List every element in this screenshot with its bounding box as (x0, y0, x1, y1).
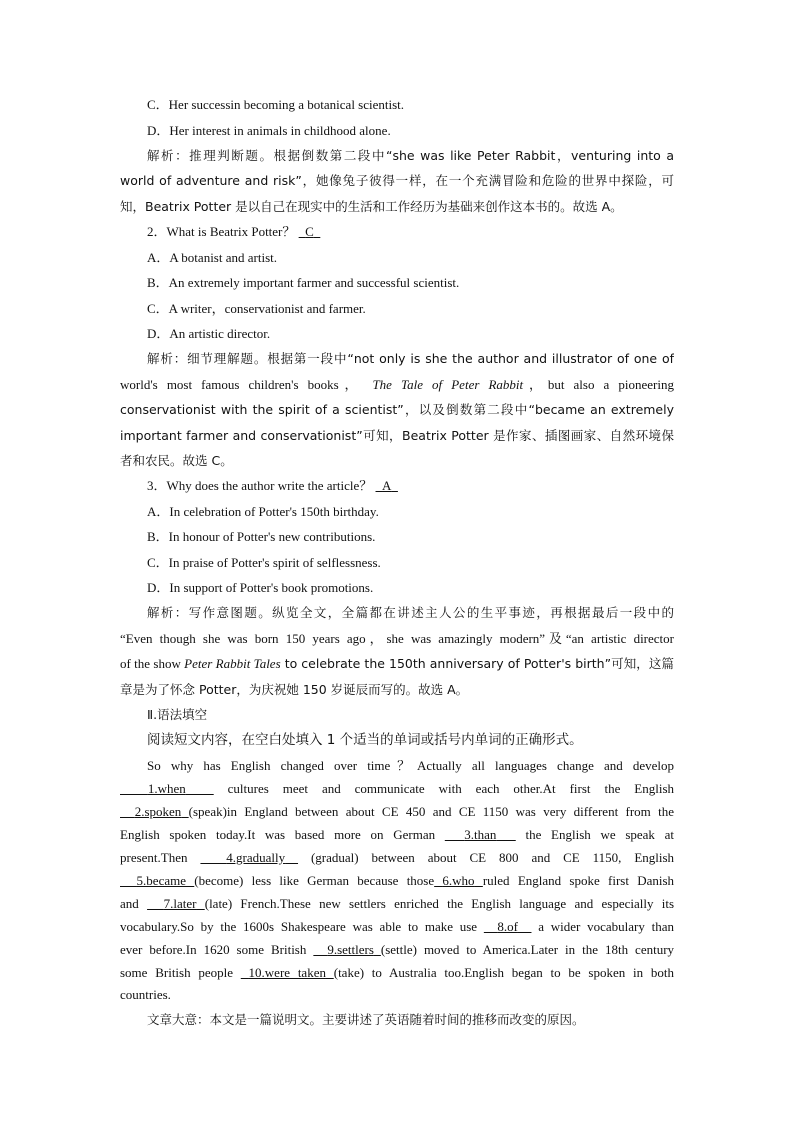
passage-line10 (120, 964, 674, 982)
section-instruction: 阅读短文内容，在空白处填入 1 个适当的单词或括号内单词的正确形式。 (147, 732, 583, 748)
passage-line10-text-c: (take) to Australia too.English began to be spoken in both (333, 965, 674, 980)
passage-line4-text-a: English spoken today.It was based more on German (120, 827, 436, 842)
passage-line5 (120, 849, 674, 867)
q2-explanation-line2 (120, 376, 674, 394)
blank-3 (445, 827, 516, 842)
passage-line1: So why has English changed over time？Actually all languages change and develop (147, 758, 674, 773)
blank-10-answer: 10.were taken (248, 965, 326, 980)
passage-line8 (120, 918, 674, 936)
q3-explanation-line4: 章是为了怀念 Potter，为庆祝她 150 岁诞辰而写的。故选 A。 (120, 682, 469, 697)
q3-explanation-line1: 解析：写作意图题。纵览全文，全篇都在讲述主人公的生平事迹，再根据最后一段中的 (147, 605, 674, 620)
q3-expl3-part-a: of the show (120, 656, 185, 671)
passage-line9-text-c: (settle) moved to America.Later in the 18th century (380, 942, 674, 957)
q2-explanation-line4: important farmer and conservationist”可知，Beatrix Potter 是作家、插图画家、自然环境保 (120, 428, 674, 443)
q2-explanation-line1: 解析：细节理解题。根据第一段中“not only is she the author and illustrator of one of (147, 351, 674, 366)
section-heading: Ⅱ.语法填空 (147, 707, 208, 722)
q2-expl2-part-c: ，but also a pioneering (523, 377, 674, 392)
q1-explanation-line3: 知，Beatrix Potter 是以自己在现实中的生活和工作经历为基础来创作这本书的。故选 A。 (120, 199, 623, 214)
passage-line7-text-c: (late) French.These new settlers enriched the English language and especially its (204, 896, 674, 911)
q3-expl3-part-c: to celebrate the 150th anniversary of Potter's birth”可知，这篇 (284, 656, 674, 671)
passage-line3 (120, 803, 674, 821)
blank-2 (120, 804, 189, 819)
blank-5 (120, 873, 194, 888)
passage-line9-text-a: ever before.In 1620 some British (120, 942, 307, 957)
q3-option-c: C．In praise of Potter's spirit of selflessness. (147, 555, 381, 570)
q3-option-b: B．In honour of Potter's new contributions. (147, 529, 376, 544)
q3-answer (376, 478, 398, 493)
q1-explanation-line1: 解析：推理判断题。根据倒数第二段中“she was like Peter Rabbit，venturing into a (147, 148, 674, 163)
passage-line6 (120, 872, 674, 890)
q1-option-d: D．Her interest in animals in childhood alone. (147, 123, 391, 138)
q3-explanation-line2: “Even though she was born 150 years ago，she was amazingly modern”及“an artistic director (120, 631, 674, 646)
q2-stem-text: 2．What is Beatrix Potter？ (147, 224, 296, 239)
q2-option-c: C．A writer，conservationist and farmer. (147, 301, 366, 316)
q3-stem-text: 3．Why does the author write the article？ (147, 478, 373, 493)
passage-line11: countries. (120, 987, 171, 1002)
blank-1 (120, 781, 214, 796)
blank-5-answer: 5.became (136, 873, 186, 888)
passage-line9 (120, 941, 674, 959)
blank-7-answer: 7.later (163, 896, 197, 911)
q3-option-a: A．In celebration of Potter's 150th birthday. (147, 504, 379, 519)
passage-summary: 文章大意：本文是一篇说明文。主要讲述了英语随着时间的推移而改变的原因。 (147, 1012, 585, 1027)
q3-stem (147, 477, 674, 495)
q2-book-title: The Tale of Peter Rabbit (372, 377, 524, 392)
passage-line2 (120, 780, 674, 798)
passage-line5-text-a: present.Then (120, 850, 188, 865)
passage-line7-text-a: and (120, 896, 139, 911)
passage-line4-text-c: the English we speak at (525, 827, 674, 842)
passage-line8-text-c: a wider vocabulary than (538, 919, 674, 934)
q2-explanation-line5: 者和农民。故选 C。 (120, 453, 233, 468)
blank-4-answer: 4.gradually (226, 850, 286, 865)
passage-line10-text-a: some British people (120, 965, 234, 980)
blank-6 (434, 873, 483, 888)
blank-8 (484, 919, 532, 934)
blank-2-answer: 2.spoken (134, 804, 182, 819)
q2-stem (147, 223, 674, 241)
blank-8-answer: 8.of (497, 919, 518, 934)
passage-line6-text-d: ruled England spoke first Danish (482, 873, 674, 888)
blank-10 (241, 965, 334, 980)
q2-answer-text: C (305, 224, 314, 239)
q2-option-d: D．An artistic director. (147, 326, 271, 341)
passage-line2-text: cultures meet and communicate with each other.At first the English (227, 781, 674, 796)
passage-line8-text-a: vocabulary.So by the 1600s Shakespeare was able to make use (120, 919, 478, 934)
passage-line3-text: (speak)in England between about CE 450 and CE 1150 was very different from the (188, 804, 674, 819)
passage-line6-text-b: (become) less like German because those (194, 873, 435, 888)
blank-9 (313, 942, 381, 957)
blank-3-answer: 3.than (464, 827, 497, 842)
q3-option-d: D．In support of Potter's book promotions. (147, 580, 374, 595)
passage-line5-text-c: (gradual) between about CE 800 and CE 1150, English (310, 850, 674, 865)
q2-explanation-line3: conservationist with the spirit of a scientist”，以及倒数第二段中“became an extremely (120, 402, 674, 417)
blank-4 (200, 850, 298, 865)
blank-1-answer: 1.when (147, 781, 186, 796)
blank-6-answer: 6.who (442, 873, 475, 888)
blank-9-answer: 9.settlers (327, 942, 374, 957)
passage-line4 (120, 826, 674, 844)
q1-option-c: C．Her successin becoming a botanical scientist. (147, 97, 405, 112)
q3-answer-text: A (382, 478, 392, 493)
q2-option-a: A．A botanist and artist. (147, 250, 277, 265)
q2-expl2-part-a: world's most famous children's books， (120, 377, 364, 392)
q3-show-title: Peter Rabbit Tales (184, 656, 281, 671)
blank-7 (147, 896, 205, 911)
q2-option-b: B．An extremely important farmer and successful scientist. (147, 275, 460, 290)
q1-explanation-line2: world of adventure and risk”，她像兔子彼得一样，在一个充满冒险和危险的世界中探险，可 (120, 173, 674, 188)
q2-answer (299, 224, 321, 239)
passage-line7 (120, 895, 674, 913)
q3-explanation-line3 (120, 655, 674, 673)
